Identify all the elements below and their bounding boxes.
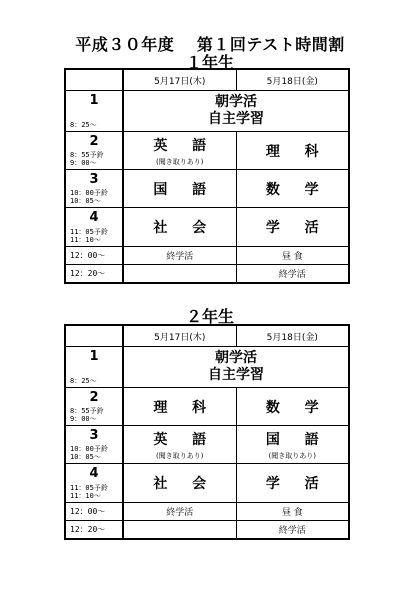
bell-time: 11：05予鈴 [70,228,108,236]
period-4-cell [65,464,123,503]
day-1-afternoon [123,521,236,539]
subject-name: 学 活 [265,476,329,492]
start-time: 10：05～ [70,197,101,205]
subject-cell [123,170,236,208]
day-2-noon: 昼 食 [236,503,349,521]
period-1-row [65,91,349,132]
period-times [70,407,104,423]
period-1-row [65,347,349,388]
subject-name: 理 科 [265,143,329,160]
subject-cell [236,132,349,170]
period-times [70,228,108,244]
period-number: 3 [89,428,99,443]
noon-time: 12：00～ [65,503,123,521]
period-2-row [65,132,349,170]
subject-name: 国 語 [265,431,329,448]
period-2-cell [65,388,123,426]
grade-1-heading: １年生 [185,53,234,72]
noon-row [65,247,349,265]
subject-name: 学 活 [265,220,329,236]
subject-cell [236,170,349,208]
subject-name: 英 語 [153,137,217,154]
day-1-afternoon [123,265,236,283]
subject-cell [236,426,349,464]
morning-line-2: 自主学習 [208,111,264,127]
period-time: 8：25～ [70,377,97,385]
period-number: 1 [89,349,99,364]
subject-name: 国 語 [153,181,217,198]
subject-name: 英 語 [153,431,217,448]
day-2-header: 5月18日(金) [236,325,349,347]
period-4-row [65,208,349,247]
period-number: 2 [89,134,99,149]
grade-1-timetable [64,68,350,284]
period-times [70,484,108,500]
afternoon-row [65,265,349,283]
start-time: 10：05～ [70,453,101,461]
morning-line-1: 朝学活 [215,350,257,366]
bell-time: 8：55予鈴 [70,151,104,159]
subject-note: (聞き取りあり) [268,451,316,460]
start-time: 9：00～ [70,159,97,167]
subject-name: 数 学 [265,399,329,416]
subject-note: (聞き取りあり) [156,451,204,460]
period-number: 2 [89,390,99,405]
subject-cell [236,464,349,503]
subject-cell [123,208,236,247]
day-2-header: 5月18日(金) [236,69,349,91]
subject-name: 社 会 [153,476,217,492]
morning-line-1: 朝学活 [215,94,257,110]
bell-time: 10：00予鈴 [70,189,108,197]
subject-cell [123,132,236,170]
morning-activity [123,91,349,132]
header-row [65,325,349,347]
subject-cell [236,208,349,247]
grade-2-timetable [64,324,350,540]
period-3-row [65,426,349,464]
period-time: 8：25～ [70,121,97,129]
period-3-cell [65,426,123,464]
period-times [70,445,108,461]
morning-activity [123,347,349,388]
subject-name: 数 学 [265,181,329,198]
period-number: 3 [89,172,99,187]
start-time: 11：10～ [70,236,101,244]
bell-time: 11：05予鈴 [70,484,108,492]
period-4-row [65,464,349,503]
period-1-cell [65,347,123,388]
day-2-noon: 昼 食 [236,247,349,265]
subject-name: 社 会 [153,220,217,236]
page-title: 平成３０年度 第１回テスト時間割 [75,35,345,54]
subject-name: 理 科 [153,399,217,416]
day-1-header: 5月17日(木) [123,69,236,91]
afternoon-time: 12：20～ [65,265,123,283]
subject-cell [123,464,236,503]
period-2-cell [65,132,123,170]
start-time: 9：00～ [70,415,97,423]
period-number: 4 [89,466,99,481]
period-4-cell [65,208,123,247]
day-1-noon: 終学活 [123,503,236,521]
bell-time: 10：00予鈴 [70,445,108,453]
afternoon-time: 12：20～ [65,521,123,539]
start-time: 11：10～ [70,492,101,500]
subject-cell [123,388,236,426]
corner-cell [65,325,123,347]
day-1-noon: 終学活 [123,247,236,265]
grade-2-heading: ２年生 [185,307,234,326]
period-2-row [65,388,349,426]
bell-time: 8：55予鈴 [70,407,104,415]
period-times [70,151,104,167]
period-times [70,189,108,205]
day-1-header: 5月17日(木) [123,325,236,347]
period-3-row [65,170,349,208]
day-2-afternoon: 終学活 [236,521,349,539]
morning-line-2: 自主学習 [208,367,264,383]
noon-time: 12：00～ [65,247,123,265]
period-number: 1 [89,93,99,108]
subject-note: (聞き取りあり) [156,157,204,166]
day-2-afternoon: 終学活 [236,265,349,283]
period-number: 4 [89,210,99,225]
subject-cell [123,426,236,464]
period-3-cell [65,170,123,208]
header-row [65,69,349,91]
corner-cell [65,69,123,91]
subject-cell [236,388,349,426]
period-1-cell [65,91,123,132]
afternoon-row [65,521,349,539]
noon-row [65,503,349,521]
